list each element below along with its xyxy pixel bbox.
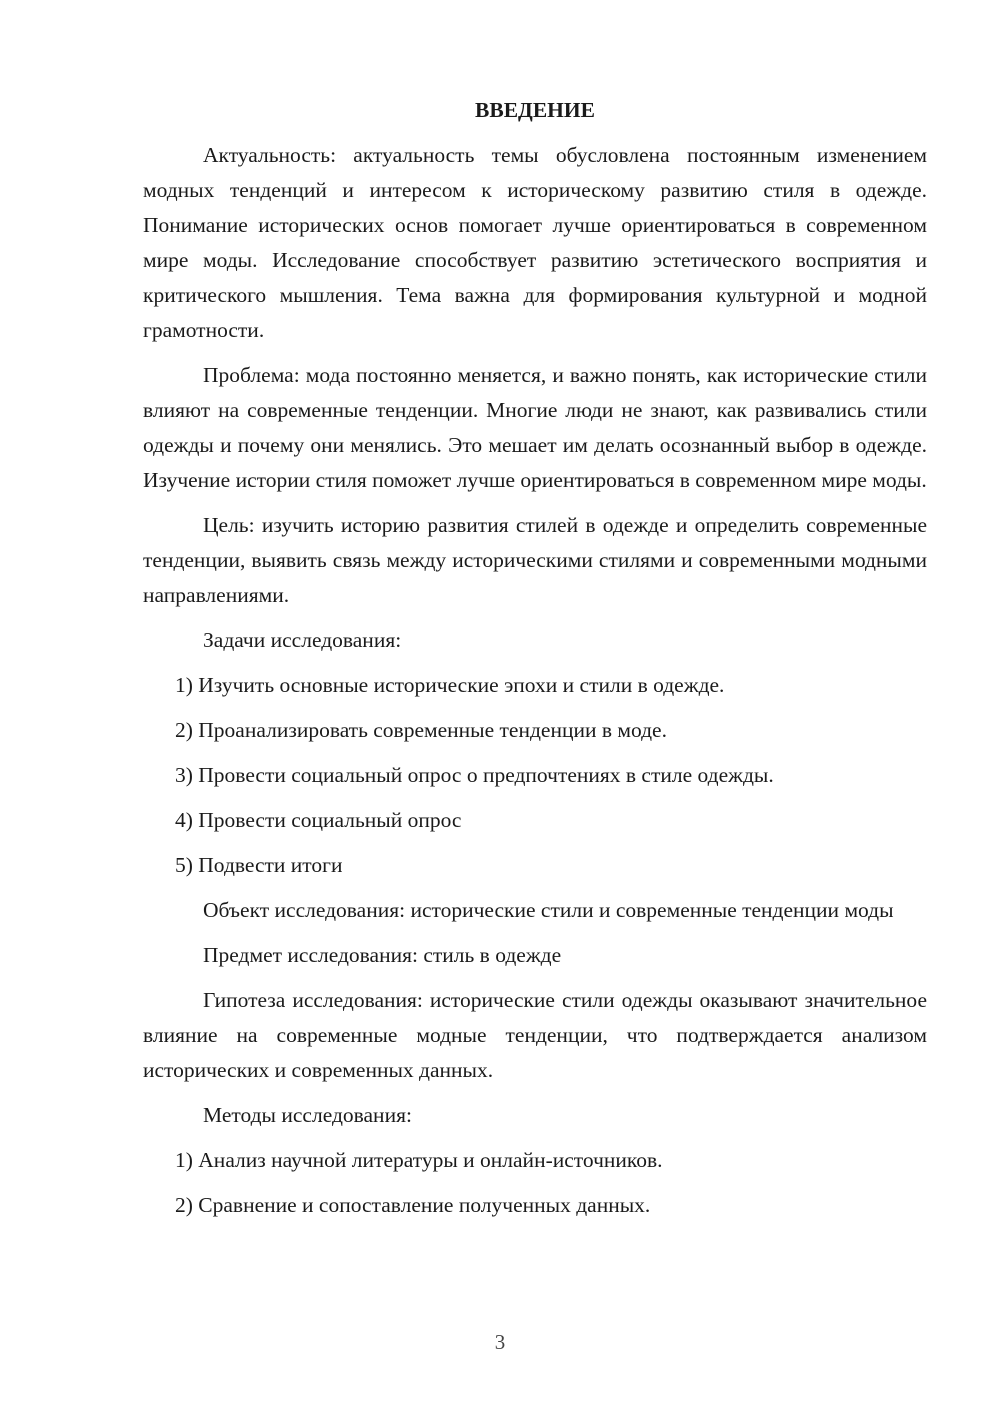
task-item: 5) Подвести итоги [175, 853, 343, 877]
method-item: 2) Сравнение и сопоставление полученных данных. [175, 1193, 651, 1217]
method-item: 1) Анализ научной литературы и онлайн-источников. [175, 1148, 663, 1172]
methods-title: Методы исследования: [203, 1103, 412, 1127]
tasks-title: Задачи исследования: [203, 628, 402, 652]
document-page [143, 93, 927, 1233]
relevance-paragraph: Актуальность: актуальность темы обусловлена постоянным изменением модных тенденций и интересом к историческому развитию стиля в одежде. Понимание исторических основ помогает лучше ориентироваться в современном мире моды. Исследование способствует развитию эстетического восприятия и критического мышления. Тема важна для формирования культурной и модной грамотности. [143, 143, 927, 342]
subject-paragraph: Предмет исследования: стиль в одежде [203, 943, 562, 967]
task-item: 1) Изучить основные исторические эпохи и стили в одежде. [175, 673, 725, 697]
task-item: 2) Проанализировать современные тенденции в моде. [175, 718, 667, 742]
task-item: 4) Провести социальный опрос [175, 808, 462, 832]
task-item: 3) Провести социальный опрос о предпочтениях в стиле одежды. [175, 763, 774, 787]
page-number: 3 [494, 1330, 506, 1354]
section-heading: ВВЕДЕНИЕ [475, 98, 595, 122]
goal-paragraph: Цель: изучить историю развития стилей в одежде и определить современные тенденции, выявить связь между историческими стилями и современными модными направлениями. [143, 513, 927, 607]
hypothesis-paragraph: Гипотеза исследования: исторические стили одежды оказывают значительное влияние на современные модные тенденции, что подтверждается анализом исторических и современных данных. [143, 988, 927, 1082]
object-paragraph: Объект исследования: исторические стили и современные тенденции моды [203, 898, 894, 922]
problem-paragraph: Проблема: мода постоянно меняется, и важно понять, как исторические стили влияют на современные тенденции. Многие люди не знают, как развивались стили одежды и почему они менялись. Это мешает им делать осознанный выбор в одежде. Изучение истории стиля поможет лучше ориентироваться в современном мире моды. [143, 363, 927, 492]
